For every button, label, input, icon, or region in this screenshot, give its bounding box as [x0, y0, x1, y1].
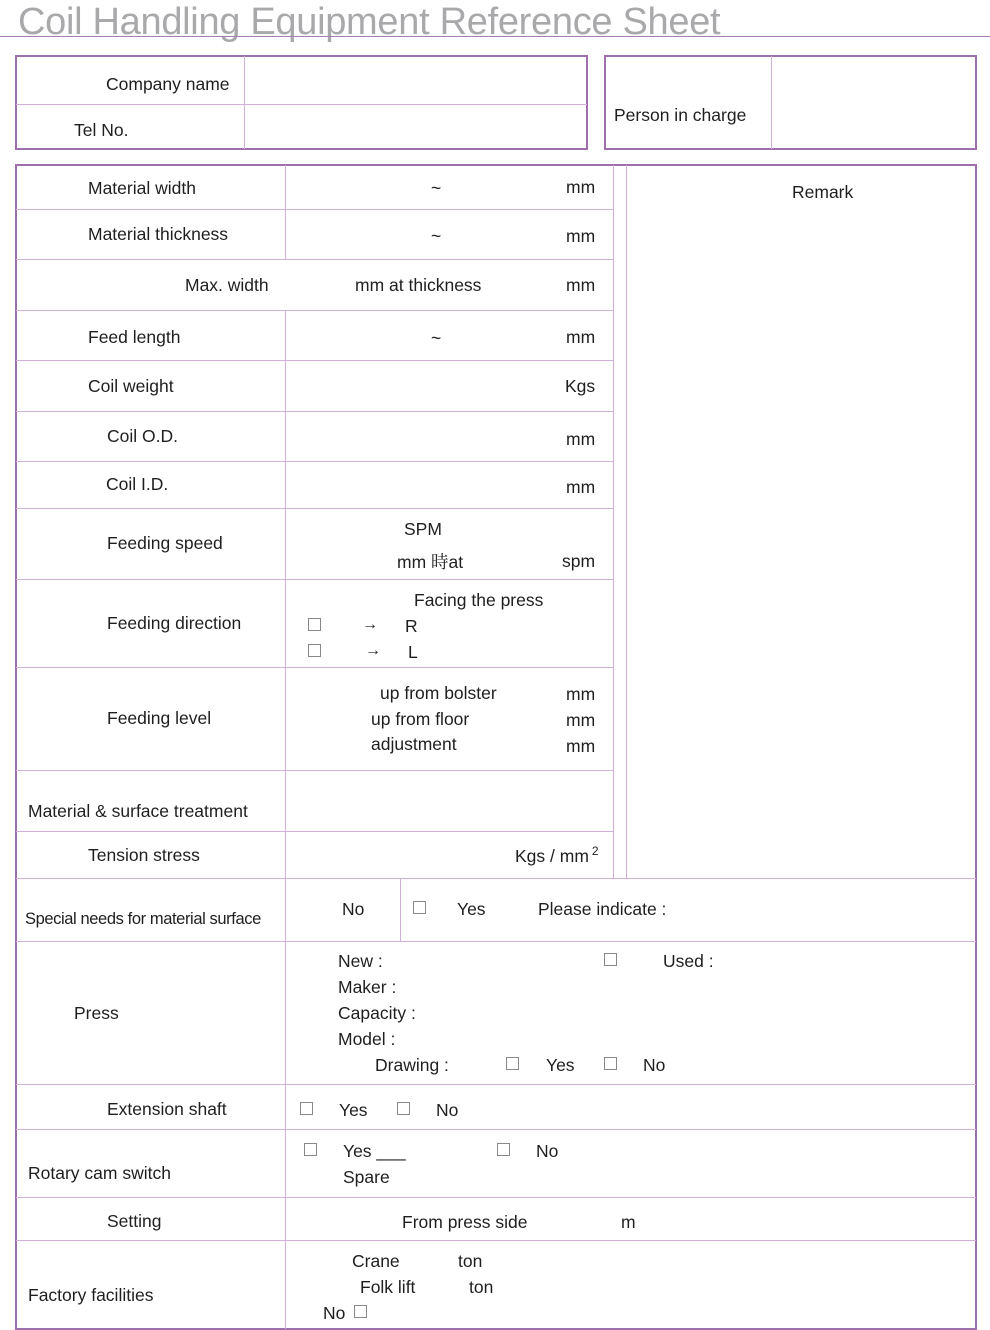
person-in-charge-label: Person in charge [614, 105, 747, 125]
divider [16, 941, 976, 942]
press-drawing: Drawing : [375, 1055, 449, 1075]
max-width-unit: mm [566, 275, 596, 295]
material-width-unit: mm [566, 177, 596, 197]
divider [285, 311, 286, 1329]
divider [16, 579, 613, 580]
rotary-cam-yes: Yes ___ [343, 1141, 406, 1161]
press-used: Used : [663, 951, 714, 971]
feeding-speed-mm-at: mm 時at [397, 552, 464, 572]
coil-id-label: Coil I.D. [106, 474, 169, 494]
material-surface-label: Material & surface treatment [28, 801, 248, 821]
material-thickness-label: Material thickness [88, 224, 229, 244]
divider [16, 667, 613, 668]
setting-from-press-side: From press side [402, 1212, 528, 1232]
tension-stress-label: Tension stress [88, 845, 200, 865]
divider [16, 461, 613, 462]
divider [16, 310, 613, 311]
title-rule [0, 36, 990, 37]
remark-label: Remark [792, 182, 854, 202]
facilities-no-checkbox[interactable] [354, 1305, 367, 1318]
divider [16, 508, 613, 509]
feeding-level-unit: mm [566, 710, 596, 730]
press-label: Press [74, 1003, 119, 1023]
direction-l-label: L [408, 642, 418, 662]
feeding-level-item: up from floor [371, 709, 470, 729]
tension-stress-unit [515, 846, 599, 866]
divider [16, 770, 613, 771]
factory-facilities-label: Factory facilities [28, 1285, 154, 1305]
special-needs-yes-checkbox[interactable] [413, 901, 426, 914]
divider [400, 879, 401, 941]
feeding-speed-label: Feeding speed [107, 533, 223, 553]
drawing-no: No [643, 1055, 666, 1075]
divider [16, 1129, 976, 1130]
press-new: New : [338, 951, 383, 971]
rotary-cam-no-checkbox[interactable] [497, 1143, 510, 1156]
special-needs-yes: Yes [457, 899, 486, 919]
divider [16, 878, 976, 879]
press-model: Model : [338, 1029, 396, 1049]
tension-stress-sup: 2 [591, 844, 599, 859]
divider [613, 165, 614, 878]
press-maker: Maker : [338, 977, 397, 997]
direction-r-checkbox[interactable] [308, 618, 321, 631]
person-in-charge-field[interactable] [773, 57, 975, 148]
drawing-yes-checkbox[interactable] [506, 1057, 519, 1070]
special-needs-label: Special needs for material surface [25, 910, 261, 928]
crane-unit: ton [458, 1251, 483, 1271]
material-thickness-unit: mm [566, 226, 596, 246]
max-width-middle: mm at thickness [355, 275, 482, 295]
company-name-label: Company name [106, 74, 230, 94]
material-width-label: Material width [88, 178, 196, 198]
material-thickness-tilde: ~ [431, 226, 442, 246]
setting-label: Setting [107, 1211, 162, 1231]
divider [16, 411, 613, 412]
setting-unit: m [621, 1212, 636, 1232]
folk-lift-label: Folk lift [360, 1277, 416, 1297]
rotary-cam-yes-checkbox[interactable] [304, 1143, 317, 1156]
feed-length-label: Feed length [88, 327, 181, 347]
feeding-level-item: up from bolster [380, 683, 497, 703]
arrow-right-icon: → [362, 616, 378, 633]
feeding-speed-unit: spm [562, 551, 596, 571]
coil-id-unit: mm [566, 477, 596, 497]
feed-length-tilde: ~ [431, 328, 442, 348]
direction-l-checkbox[interactable] [308, 644, 321, 657]
rotary-cam-spare: Spare [343, 1167, 390, 1187]
feeding-level-unit: mm [566, 736, 596, 756]
extension-shaft-yes: Yes [339, 1100, 368, 1120]
divider [16, 1240, 976, 1241]
divider [16, 360, 613, 361]
coil-weight-unit: Kgs [565, 376, 596, 396]
feeding-level-unit: mm [566, 684, 596, 704]
divider [285, 165, 286, 260]
divider [16, 1084, 976, 1085]
rotary-cam-no: No [536, 1141, 559, 1161]
divider [16, 104, 587, 105]
remark-field[interactable] [628, 210, 974, 876]
coil-od-unit: mm [566, 429, 596, 449]
page-title: Coil Handling Equipment Reference Sheet [18, 1, 721, 43]
divider [244, 56, 245, 149]
crane-label: Crane [352, 1251, 400, 1271]
divider [16, 1197, 976, 1198]
tel-no-label: Tel No. [74, 120, 129, 140]
facilities-no: No [323, 1303, 346, 1323]
rotary-cam-switch-label: Rotary cam switch [28, 1163, 171, 1183]
drawing-no-checkbox[interactable] [604, 1057, 617, 1070]
tel-no-field[interactable] [246, 106, 586, 148]
divider [16, 259, 613, 260]
max-width-label: Max. width [185, 275, 269, 295]
tension-stress-unit-text: Kgs / mm [515, 846, 589, 866]
extension-shaft-yes-checkbox[interactable] [300, 1102, 313, 1115]
folk-lift-unit: ton [469, 1277, 494, 1297]
press-capacity: Capacity : [338, 1003, 416, 1023]
extension-shaft-label: Extension shaft [107, 1099, 227, 1119]
material-width-tilde: ~ [431, 178, 442, 198]
feeding-level-label: Feeding level [107, 708, 212, 728]
feed-length-unit: mm [566, 327, 596, 347]
extension-shaft-no: No [436, 1100, 459, 1120]
extension-shaft-no-checkbox[interactable] [397, 1102, 410, 1115]
coil-weight-label: Coil weight [88, 376, 174, 396]
divider [626, 165, 627, 878]
material-surface-field[interactable] [287, 772, 612, 830]
divider [771, 56, 772, 149]
special-needs-no: No [342, 899, 365, 919]
special-needs-indicate: Please indicate : [538, 899, 667, 919]
divider [16, 831, 613, 832]
company-name-field[interactable] [246, 57, 586, 103]
feeding-level-item: adjustment [371, 734, 457, 754]
feeding-direction-label: Feeding direction [107, 613, 242, 633]
direction-r-label: R [405, 616, 418, 636]
feeding-speed-spm: SPM [404, 519, 442, 539]
arrow-right-icon: → [365, 642, 381, 659]
facing-the-press: Facing the press [414, 590, 544, 610]
press-used-checkbox[interactable] [604, 953, 617, 966]
drawing-yes: Yes [546, 1055, 575, 1075]
coil-od-label: Coil O.D. [107, 426, 178, 446]
divider [16, 209, 613, 210]
